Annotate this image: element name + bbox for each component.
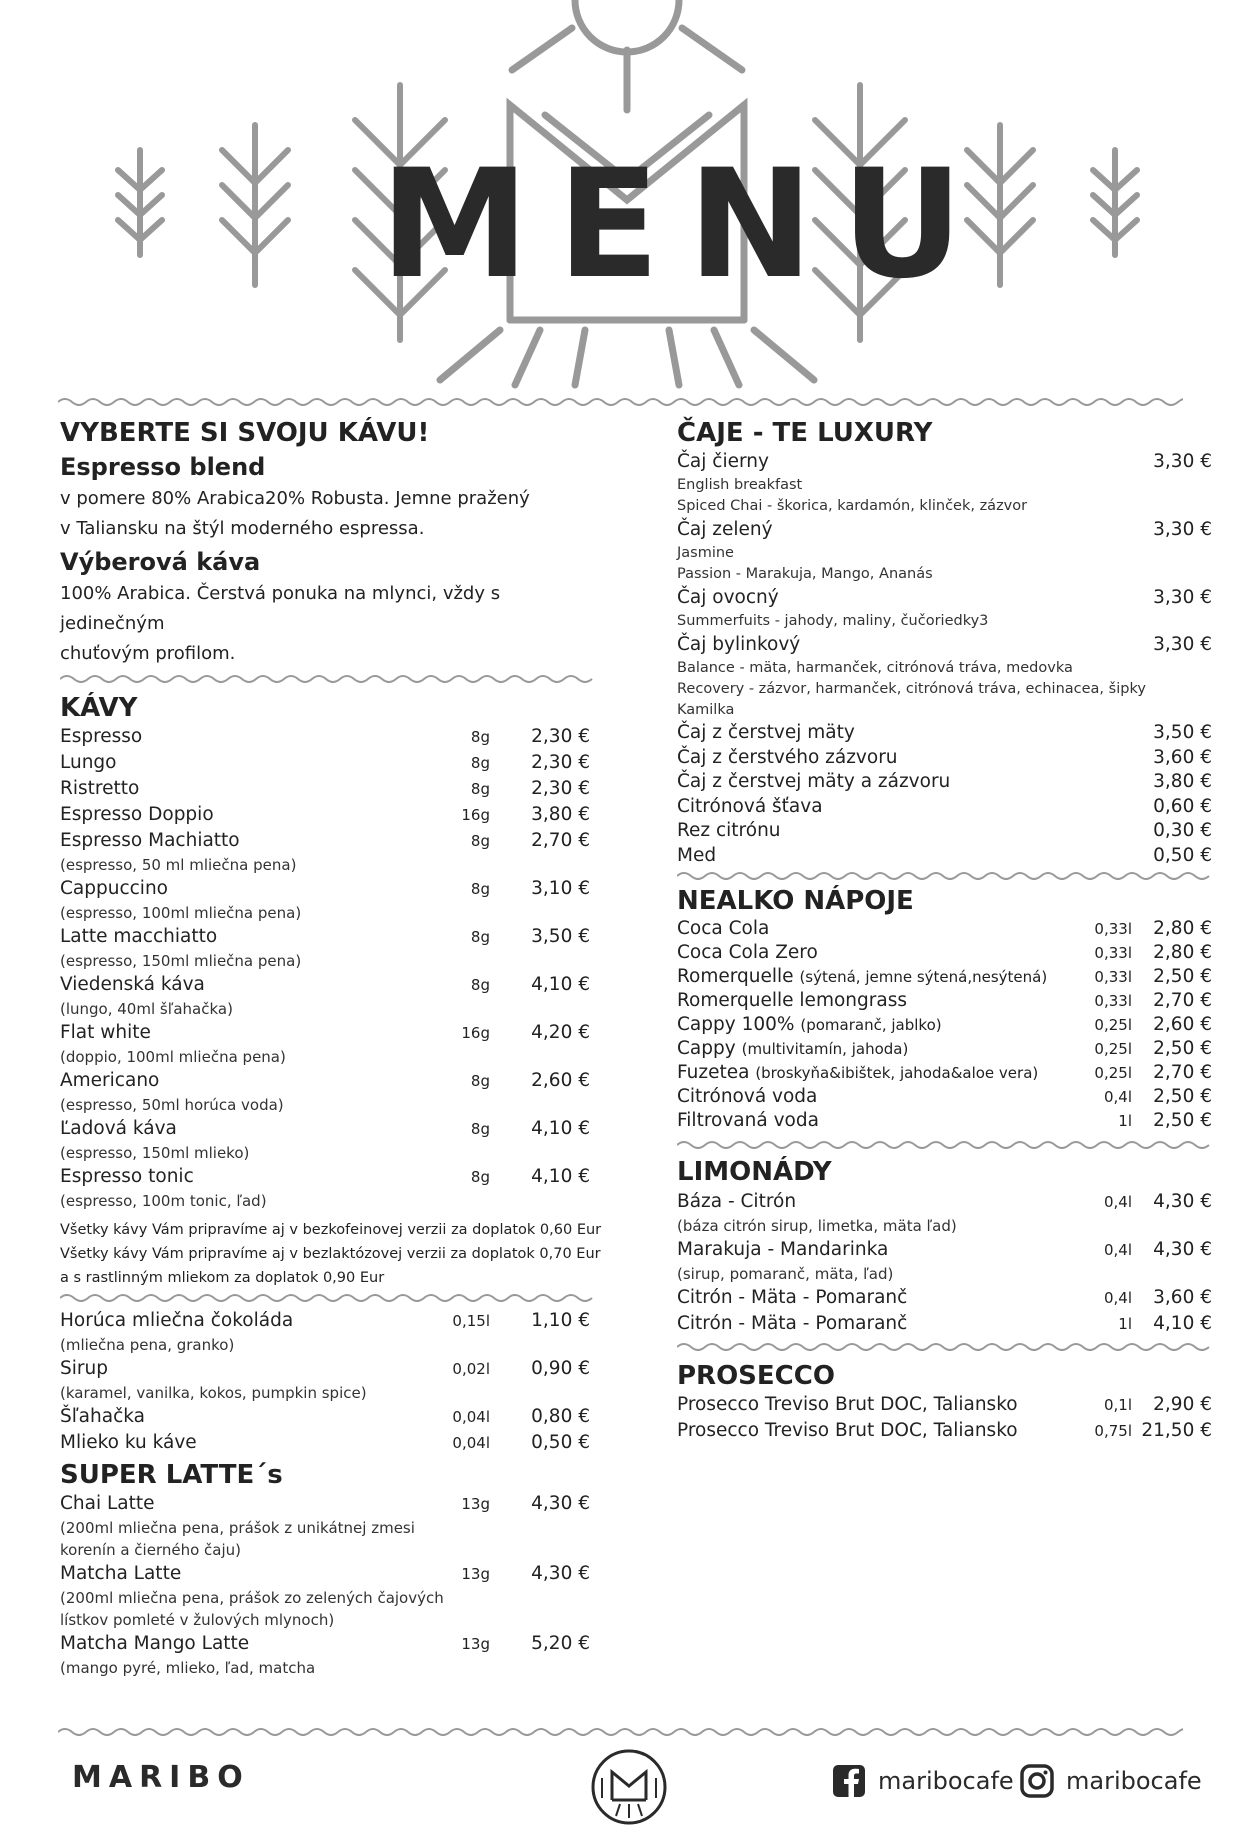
menu-item (60, 776, 590, 802)
menu-item (60, 924, 590, 950)
item-desc: Balance - mäta, harmanček, citrónová tráva, medovka (677, 660, 1073, 677)
item-name: Med (677, 844, 717, 866)
item-extra: (pomaranč, jablko) (800, 1016, 942, 1035)
item-desc: (200ml mliečna pena, prášok zo zelených čajových (60, 1589, 444, 1608)
wave-divider-bottom (58, 1726, 1183, 1738)
item-name: Prosecco Treviso Brut DOC, Taliansko (677, 1419, 1018, 1441)
item-price: 2,70 € (531, 829, 590, 851)
item-name: Čaj z čerstvej mäty (677, 722, 855, 744)
item-name: Čaj z čerstvého zázvoru (677, 746, 898, 768)
item-qty: 0,02l (452, 1359, 490, 1378)
menu-item (677, 795, 1212, 820)
item-name-wrap (677, 941, 1082, 965)
menu-item (677, 770, 1212, 795)
item-name: Citrónová šťava (677, 795, 823, 817)
item-price: 0,80 € (531, 1405, 590, 1427)
item-qty: 0,4l (1103, 1240, 1132, 1259)
item-price: 2,30 € (531, 725, 590, 747)
item-price: 2,50 € (1153, 1110, 1212, 1132)
item-name: Filtrovaná voda (677, 1110, 819, 1132)
item-name: Horúca mliečna čokoláda (60, 1309, 294, 1331)
item-price: 3,60 € (1153, 1286, 1212, 1308)
item-price: 3,10 € (531, 877, 590, 899)
menu-item (677, 844, 1212, 869)
item-qty: 1l (1118, 1314, 1132, 1333)
item-name: Latte macchiatto (60, 925, 218, 947)
item-name: Čaj bylinkový (677, 634, 801, 656)
item-name: Rez citrónu (677, 820, 781, 842)
item-extra: (multivitamín, jahoda) (741, 1040, 909, 1059)
item-qty: 0,33l (1094, 992, 1132, 1011)
item-qty: 8g (470, 1167, 490, 1186)
menu-item (60, 1308, 590, 1334)
item-price: 4,10 € (531, 1165, 590, 1187)
facebook-handle: maribocafe (878, 1767, 1014, 1795)
menu-item (677, 989, 1212, 1013)
item-name-wrap (677, 989, 1082, 1013)
item-name: Šľahačka (60, 1405, 145, 1427)
item-name: Marakuja - Mandarinka (677, 1238, 889, 1260)
menu-item (677, 1189, 1212, 1215)
limonady-list (677, 1189, 1217, 1337)
item-qty: 8g (470, 927, 490, 946)
wave-divider (60, 1292, 595, 1304)
menu-item (677, 819, 1212, 844)
item-desc: (200ml mliečna pena, prášok z unikátnej zmesi (60, 1519, 415, 1538)
nealko-list (677, 917, 1217, 1133)
footer-brand: MARIBO (72, 1760, 250, 1795)
item-desc: (karamel, vanilka, kokos, pumpkin spice) (60, 1383, 367, 1402)
menu-item (677, 1109, 1212, 1133)
caje-list (677, 449, 1217, 721)
item-price: 2,80 € (1153, 918, 1212, 940)
item-name-wrap (677, 1037, 1082, 1061)
menu-item (60, 750, 590, 776)
item-qty: 13g (461, 1565, 490, 1584)
item-name: Ristretto (60, 777, 140, 799)
kavy-note: Všetky kávy Vám pripravíme aj v bezlaktózovej verzii za doplatok 0,70 Eur (60, 1245, 601, 1262)
item-name-wrap (677, 1013, 1082, 1037)
maribo-logo-icon (590, 1748, 668, 1826)
menu-item (60, 1491, 590, 1517)
item-desc: (doppio, 100ml mliečna pena) (60, 1047, 286, 1066)
caje-list2 (677, 721, 1217, 868)
menu-item (60, 1116, 590, 1142)
item-price: 21,50 € (1141, 1419, 1212, 1441)
extras-list (60, 1308, 610, 1456)
menu-item (677, 449, 1212, 475)
item-price: 2,70 € (1153, 1062, 1212, 1084)
instagram-handle: maribocafe (1066, 1767, 1202, 1795)
menu-title: MENU (380, 138, 992, 312)
facebook-icon (832, 1764, 866, 1798)
item-qty: 8g (470, 975, 490, 994)
item-name: Čaj zelený (677, 519, 773, 541)
item-qty: 0,1l (1103, 1395, 1132, 1414)
item-name: Ľadová káva (60, 1117, 177, 1139)
item-desc: (espresso, 100ml mliečna pena) (60, 903, 302, 922)
item-name-wrap (677, 1109, 1082, 1133)
select-line: chuťovým profilom. (60, 642, 236, 664)
item-qty: 8g (470, 879, 490, 898)
item-name: Cappy (677, 1038, 736, 1060)
menu-item (677, 941, 1212, 965)
item-qty: 16g (461, 805, 490, 824)
wave-divider (60, 673, 595, 685)
item-name: Espresso Doppio (60, 803, 214, 825)
item-price: 0,50 € (531, 1431, 590, 1453)
caje-heading: ČAJE - TE LUXURY (677, 418, 933, 448)
menu-item (60, 1356, 590, 1382)
item-name: Espresso (60, 725, 143, 747)
item-name: Citrónová voda (677, 1086, 818, 1108)
item-desc: (mango pyré, mlieko, ľad, matcha (60, 1659, 316, 1678)
item-desc: (báza citrón sirup, limetka, mäta ľad) (677, 1216, 957, 1235)
item-name: Mlieko ku káve (60, 1431, 197, 1453)
menu-item (677, 1013, 1212, 1037)
item-qty: 8g (470, 779, 490, 798)
instagram-icon (1020, 1764, 1054, 1798)
blend-line: v Taliansku na štýl moderného espressa. (60, 517, 425, 539)
menu-item (677, 1061, 1212, 1085)
item-name: Matcha Mango Latte (60, 1633, 250, 1655)
item-name-wrap (677, 917, 1082, 941)
menu-item (677, 721, 1212, 746)
item-qty: 0,33l (1094, 968, 1132, 987)
item-desc: (mliečna pena, granko) (60, 1335, 235, 1354)
item-price: 3,80 € (1153, 771, 1212, 793)
select-title: Výberová káva (60, 547, 261, 576)
item-desc: Spiced Chai - škorica, kardamón, klinček, zázvor (677, 498, 1028, 515)
item-qty: 0,4l (1103, 1088, 1132, 1107)
item-qty: 0,25l (1094, 1064, 1132, 1083)
menu-item (60, 802, 590, 828)
item-desc: Kamilka (677, 702, 735, 719)
menu-item (60, 828, 590, 854)
menu-item (677, 746, 1212, 771)
item-desc: (sirup, pomaranč, mäta, ľad) (677, 1264, 894, 1283)
item-qty: 0,15l (452, 1311, 490, 1330)
item-desc: (espresso, 150ml mliečna pena) (60, 951, 302, 970)
kavy-note: a s rastlinným mliekom za doplatok 0,90 Eur (60, 1269, 385, 1286)
menu-item (677, 1085, 1212, 1109)
coffee-intro-heading: VYBERTE SI SVOJU KÁVU! (60, 418, 430, 448)
item-desc: (espresso, 100m tonic, ľad) (60, 1191, 267, 1210)
menu-item (677, 632, 1212, 658)
menu-item (60, 1561, 590, 1587)
item-extra: (broskyňa&ibištek, jahoda&aloe vera) (755, 1064, 1039, 1083)
item-qty: 8g (470, 753, 490, 772)
item-qty: 0,04l (452, 1407, 490, 1426)
menu-item (677, 1418, 1212, 1444)
item-desc: Recovery - zázvor, harmanček, citrónová tráva, echinacea, šipky (677, 681, 1146, 698)
item-price: 0,90 € (531, 1357, 590, 1379)
facebook-link[interactable] (832, 1764, 1014, 1798)
item-qty: 16g (461, 1023, 490, 1042)
item-desc: Summerfuits - jahody, maliny, čučoriedky3 (677, 613, 989, 630)
menu-item (60, 876, 590, 902)
item-name: Espresso tonic (60, 1165, 194, 1187)
menu-item (677, 1285, 1212, 1311)
item-qty: 0,4l (1103, 1288, 1132, 1307)
instagram-link[interactable] (1020, 1764, 1202, 1798)
item-qty: 0,25l (1094, 1016, 1132, 1035)
wave-divider (677, 1139, 1212, 1151)
item-qty: 0,33l (1094, 944, 1132, 963)
item-qty: 0,25l (1094, 1040, 1132, 1059)
kavy-notes (60, 1218, 610, 1290)
menu-item (677, 1392, 1212, 1418)
item-price: 4,10 € (531, 1117, 590, 1139)
item-price: 4,30 € (531, 1493, 590, 1515)
menu-item (677, 1311, 1212, 1337)
item-extra: (sýtená, jemne sýtená,nesýtená) (799, 968, 1048, 987)
item-price: 3,50 € (1153, 722, 1212, 744)
item-price: 2,30 € (531, 751, 590, 773)
item-desc: (lungo, 40ml šľahačka) (60, 999, 233, 1018)
item-price: 2,80 € (1153, 942, 1212, 964)
menu-item (60, 972, 590, 998)
item-qty: 8g (470, 727, 490, 746)
item-qty: 8g (470, 1071, 490, 1090)
menu-item (60, 724, 590, 750)
item-qty: 1l (1118, 1112, 1132, 1131)
nealko-heading: NEALKO NÁPOJE (677, 886, 914, 917)
item-price: 2,50 € (1153, 1086, 1212, 1108)
item-price: 3,80 € (531, 803, 590, 825)
item-name: Fuzetea (677, 1062, 750, 1084)
item-price: 0,60 € (1153, 795, 1212, 817)
item-qty: 8g (470, 1119, 490, 1138)
item-desc: lístkov pomleté v žulových mlynoch) (60, 1611, 335, 1630)
item-qty: 13g (461, 1495, 490, 1514)
item-price: 3,50 € (531, 925, 590, 947)
item-price: 2,60 € (1153, 1014, 1212, 1036)
item-price: 2,70 € (1153, 990, 1212, 1012)
item-price: 3,30 € (1153, 519, 1212, 541)
wave-divider-top (58, 396, 1183, 408)
item-name: Čaj ovocný (677, 587, 779, 609)
item-name: Flat white (60, 1021, 151, 1043)
item-name: Cappy 100% (677, 1014, 795, 1036)
item-name: Matcha Latte (60, 1563, 182, 1585)
item-name: Coca Cola (677, 918, 770, 940)
item-qty: 13g (461, 1635, 490, 1654)
menu-item (60, 1020, 590, 1046)
item-qty: 0,4l (1103, 1192, 1132, 1211)
item-price: 3,30 € (1153, 587, 1212, 609)
menu-item (677, 1037, 1212, 1061)
wave-divider (677, 870, 1212, 882)
item-desc: (espresso, 150ml mlieko) (60, 1143, 250, 1162)
item-price: 4,10 € (1153, 1312, 1212, 1334)
item-price: 5,20 € (531, 1633, 590, 1655)
item-price: 3,60 € (1153, 746, 1212, 768)
item-name: Coca Cola Zero (677, 942, 818, 964)
latte-list (60, 1491, 610, 1679)
item-name: Romerquelle lemongrass (677, 990, 907, 1012)
item-name: Citrón - Mäta - Pomaranč (677, 1286, 908, 1308)
item-name: Americano (60, 1069, 160, 1091)
item-qty: 0,33l (1094, 920, 1132, 939)
menu-item (677, 917, 1212, 941)
menu-item (60, 1164, 590, 1190)
item-price: 2,50 € (1153, 966, 1212, 988)
item-price: 0,30 € (1153, 820, 1212, 842)
prosecco-list (677, 1392, 1217, 1444)
blend-line: v pomere 80% Arabica20% Robusta. Jemne pražený (60, 487, 530, 509)
item-name: Viedenská káva (60, 973, 205, 995)
item-price: 3,30 € (1153, 451, 1212, 473)
item-price: 2,30 € (531, 777, 590, 799)
item-name: Čaj z čerstvej mäty a zázvoru (677, 771, 951, 793)
item-desc: (espresso, 50ml horúca voda) (60, 1095, 284, 1114)
item-qty: 0,04l (452, 1433, 490, 1452)
menu-item (60, 1404, 590, 1430)
blend-title: Espresso blend (60, 453, 266, 482)
menu-item (677, 1237, 1212, 1263)
menu-item (60, 1430, 590, 1456)
item-price: 2,60 € (531, 1069, 590, 1091)
kavy-heading: KÁVY (60, 692, 138, 723)
item-name: Chai Latte (60, 1493, 155, 1515)
menu-item (677, 585, 1212, 611)
right-column (677, 418, 1217, 1444)
item-name: Espresso Machiatto (60, 829, 240, 851)
menu-item (60, 1631, 590, 1657)
menu-item (677, 965, 1212, 989)
item-qty: 8g (470, 831, 490, 850)
item-price: 4,30 € (531, 1563, 590, 1585)
item-name: Sirup (60, 1357, 108, 1379)
kavy-list (60, 724, 610, 1212)
item-price: 2,50 € (1153, 1038, 1212, 1060)
left-column (60, 418, 610, 1679)
item-desc: English breakfast (677, 477, 803, 494)
item-name: Lungo (60, 751, 117, 773)
item-price: 4,30 € (1153, 1190, 1212, 1212)
menu-item (60, 1068, 590, 1094)
item-name: Prosecco Treviso Brut DOC, Taliansko (677, 1393, 1018, 1415)
wave-divider (677, 1341, 1212, 1353)
item-desc: (espresso, 50 ml mliečna pena) (60, 855, 297, 874)
item-name-wrap (677, 1085, 1082, 1109)
item-price: 4,20 € (531, 1021, 590, 1043)
limonady-heading: LIMONÁDY (677, 1157, 832, 1188)
item-name-wrap (677, 965, 1082, 989)
item-name: Báza - Citrón (677, 1190, 797, 1212)
select-line: 100% Arabica. Čerstvá ponuka na mlynci, vždy s jedinečným (60, 582, 501, 634)
item-qty: 0,75l (1094, 1421, 1132, 1440)
item-desc: korenín a čierného čaju) (60, 1541, 242, 1560)
item-price: 0,50 € (1153, 844, 1212, 866)
item-price: 3,30 € (1153, 634, 1212, 656)
item-name: Cappuccino (60, 877, 168, 899)
item-name: Čaj čierny (677, 451, 769, 473)
item-name: Romerquelle (677, 966, 794, 988)
item-price: 2,90 € (1153, 1393, 1212, 1415)
item-desc: Jasmine (677, 545, 734, 562)
item-price: 1,10 € (531, 1309, 590, 1331)
prosecco-heading: PROSECCO (677, 1360, 835, 1391)
item-name: Citrón - Mäta - Pomaranč (677, 1312, 908, 1334)
item-name-wrap (677, 1061, 1082, 1085)
menu-item (677, 517, 1212, 543)
kavy-note: Všetky kávy Vám pripravíme aj v bezkofeinovej verzii za doplatok 0,60 Eur (60, 1221, 602, 1238)
item-price: 4,30 € (1153, 1238, 1212, 1260)
item-desc: Passion - Marakuja, Mango, Ananás (677, 566, 933, 583)
super-latte-heading: SUPER LATTE´s (60, 1459, 283, 1490)
item-price: 4,10 € (531, 973, 590, 995)
